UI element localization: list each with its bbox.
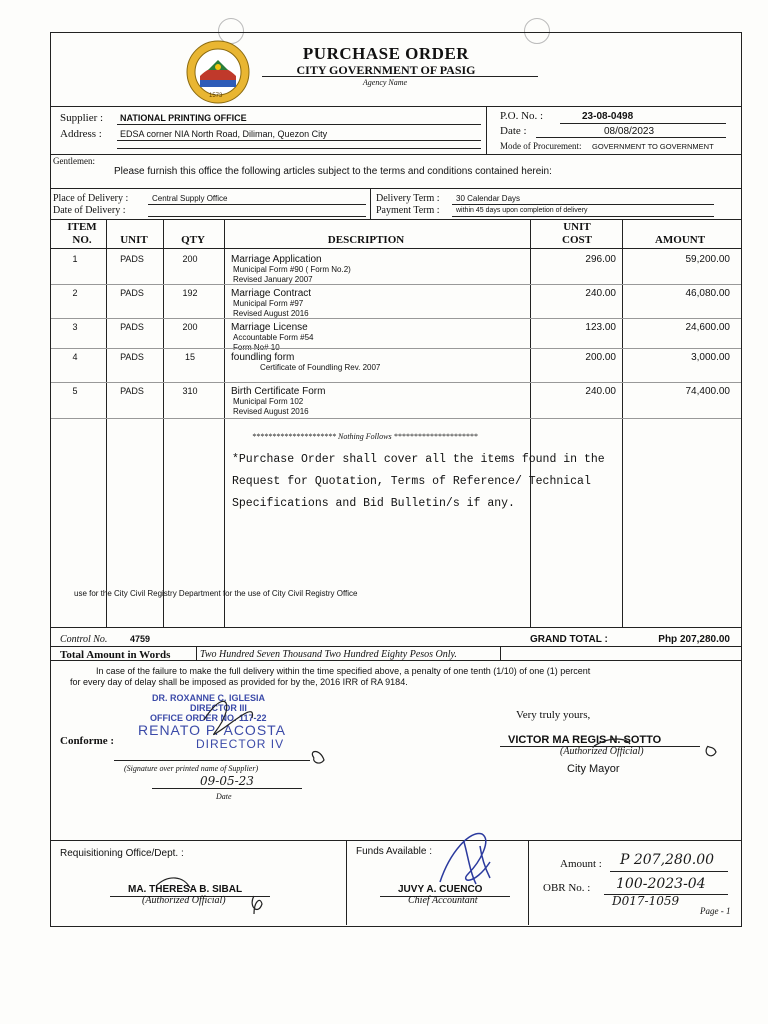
delivery-term-value: 30 Calendar Days — [456, 194, 521, 203]
item-qty: 200 — [182, 254, 198, 264]
item-no: 4 — [72, 352, 78, 362]
requisitioning-name: MA. THERESA B. SIBAL — [128, 884, 243, 895]
funds-name: JUVY A. CUENCO — [398, 884, 483, 895]
item-qty: 15 — [184, 352, 195, 362]
mode-label: Mode of Procurement: — [500, 141, 582, 151]
total-words-label: Total Amount in Words — [60, 649, 171, 661]
penalty-line-1: In case of the failure to make the full delivery within the time specified above, a penalty of one tenth (1/10) of one (1) percent — [96, 666, 591, 676]
po-value: 23-08-0498 — [582, 111, 634, 122]
item-unit: PADS — [120, 322, 144, 332]
item-subline: Revised August 2016 — [233, 309, 309, 318]
penalty-line-2: for every day of delay shall be imposed as provided for by the, 2016 IRR of RA 9184. — [70, 677, 408, 687]
item-amount: 59,200.00 — [685, 254, 730, 265]
item-amount: 24,600.00 — [685, 322, 730, 333]
item-unit-cost: 123.00 — [585, 322, 616, 333]
date-of-delivery-label: Date of Delivery : — [53, 205, 126, 216]
document-title: PURCHASE ORDER — [302, 44, 470, 63]
item-amount: 3,000.00 — [691, 352, 730, 363]
item-subline: Municipal Form #90 ( Form No.2) — [233, 265, 351, 274]
item-no: 1 — [72, 254, 78, 264]
col-amount: AMOUNT — [654, 234, 706, 246]
place-of-delivery-label: Place of Delivery : — [53, 193, 129, 204]
handwritten-date: 09-05-23 — [200, 774, 254, 788]
item-subline: Certificate of Foundling Rev. 2007 — [260, 363, 381, 372]
col-unit: UNIT — [120, 234, 148, 246]
col-item: ITEM — [67, 221, 97, 233]
city-seal-icon — [186, 40, 250, 104]
item-amount: 46,080.00 — [685, 288, 730, 299]
col-description: DESCRIPTION — [327, 234, 405, 246]
item-qty: 192 — [182, 288, 198, 298]
control-no-value: 4759 — [130, 634, 151, 644]
col-unit-cost-2: COST — [562, 234, 592, 246]
row-divider — [51, 318, 741, 319]
item-title: Marriage License — [231, 322, 308, 333]
col-unit-cost-1: UNIT — [563, 221, 591, 233]
item-unit-cost: 240.00 — [585, 386, 616, 397]
item-subline: Municipal Form #97 — [233, 299, 304, 308]
item-subline: Accountable Form #54 — [233, 333, 314, 342]
item-title: Marriage Application — [231, 254, 322, 265]
conforme-label: Conforme : — [60, 735, 115, 747]
col-qty: QTY — [181, 234, 205, 246]
funds-available-label: Funds Available : — [356, 846, 432, 857]
stamp-title: DIRECTOR III — [190, 703, 247, 713]
requisitioning-caption: (Authorized Official) — [142, 895, 226, 906]
typed-note-2: Request for Quotation, Terms of Reference/ Technical — [232, 475, 591, 488]
mayor-signature-icon — [590, 716, 720, 766]
place-of-delivery-value: Central Supply Office — [152, 194, 228, 203]
address-value: EDSA corner NIA North Road, Diliman, Quezon City — [120, 129, 328, 139]
stamp-title-2: DIRECTOR IV — [196, 737, 285, 751]
gentlemen-text: Please furnish this office the following articles subject to the terms and conditions contained herein: — [114, 166, 552, 177]
grand-total-label: GRAND TOTAL : — [530, 634, 608, 645]
item-title: foundling form — [231, 352, 295, 363]
address-label: Address : — [60, 128, 102, 140]
row-divider — [51, 348, 741, 349]
amount-label: Amount : — [560, 858, 602, 870]
typed-note-3: Specifications and Bid Bulletin/s if any. — [232, 497, 515, 510]
item-qty: 310 — [182, 386, 198, 396]
stamp-name: DR. ROXANNE C. IGLESIA — [152, 693, 266, 703]
item-subline: Revised January 2007 — [233, 275, 313, 284]
date-value: 08/08/2023 — [604, 126, 655, 137]
item-no: 2 — [72, 288, 78, 298]
signatory-title: City Mayor — [567, 763, 620, 775]
supplier-signature-icon — [196, 680, 326, 770]
cuenco-signature-icon — [430, 822, 510, 902]
grand-total-value: Php 207,280.00 — [658, 634, 730, 645]
supplier-signature-caption: (Signature over printed name of Supplier) — [124, 764, 259, 773]
item-subline: Revised August 2016 — [233, 407, 309, 416]
date-label: Date : — [500, 125, 527, 137]
seal-year: 1573 — [209, 93, 223, 99]
item-unit: PADS — [120, 352, 144, 362]
row-divider — [51, 284, 741, 285]
control-no-label: Control No. — [60, 634, 108, 645]
po-label: P.O. No. : — [500, 110, 544, 122]
item-no: 5 — [72, 386, 78, 396]
obr-label: OBR No. : — [543, 882, 591, 894]
funds-caption: Chief Accountant — [408, 895, 478, 906]
payment-term-value: within 45 days upon completion of delivery — [456, 207, 588, 214]
gentlemen-label: Gentlemen: — [53, 156, 95, 166]
col-no: NO. — [72, 234, 92, 246]
requisitioning-label: Requisitioning Office/Dept. : — [60, 848, 184, 859]
item-unit-cost: 296.00 — [585, 254, 616, 265]
page-number: Page - 1 — [700, 906, 731, 916]
row-divider — [51, 418, 741, 419]
total-words-value: Two Hundred Seven Thousand Two Hundred Eighty Pesos Only. — [200, 649, 457, 660]
item-subline: Form No# 10 — [233, 343, 280, 352]
signatory-caption: (Authorized Official) — [560, 746, 644, 757]
typed-note-1: *Purchase Order shall cover all the items found in the — [232, 453, 605, 466]
item-subline: Municipal Form 102 — [233, 397, 304, 406]
agency-caption: Agency Name — [362, 78, 408, 87]
supplier-value: NATIONAL PRINTING OFFICE — [120, 113, 247, 123]
item-unit: PADS — [120, 288, 144, 298]
item-qty: 200 — [182, 322, 198, 332]
item-title: Marriage Contract — [231, 288, 312, 299]
stamp-order: OFFICE ORDER NO. 117-22 — [150, 713, 267, 723]
supplier-label: Supplier : — [60, 112, 104, 124]
sibal-signature-icon — [150, 866, 270, 922]
mode-value: GOVERNMENT TO GOVERNMENT — [592, 142, 714, 151]
item-unit-cost: 200.00 — [585, 352, 616, 363]
city-name: CITY GOVERNMENT OF PASIG — [296, 63, 476, 77]
delivery-term-label: Delivery Term : — [376, 193, 440, 204]
item-amount: 74,400.00 — [685, 386, 730, 397]
stamp-name-2: RENATO P. ACOSTA — [138, 722, 287, 738]
item-unit-cost: 240.00 — [585, 288, 616, 299]
row-divider — [51, 382, 741, 383]
item-unit: PADS — [120, 254, 144, 264]
amount-value: P 207,280.00 — [620, 852, 715, 868]
item-unit: PADS — [120, 386, 144, 396]
date-caption: Date — [216, 792, 232, 801]
item-title: Birth Certificate Form — [231, 386, 326, 397]
signatory-name: VICTOR MA REGIS N. SOTTO — [508, 734, 662, 746]
obr-value-2: D017-1059 — [612, 894, 680, 908]
very-truly: Very truly yours, — [516, 709, 591, 721]
payment-term-label: Payment Term : — [376, 205, 440, 216]
obr-value: 100-2023-04 — [616, 876, 706, 892]
item-no: 3 — [72, 322, 78, 332]
nothing-follows: ********************* Nothing Follows ********************* — [252, 432, 478, 441]
use-note: use for the City Civil Registry Department for the use of City Civil Registry Office — [74, 589, 358, 598]
